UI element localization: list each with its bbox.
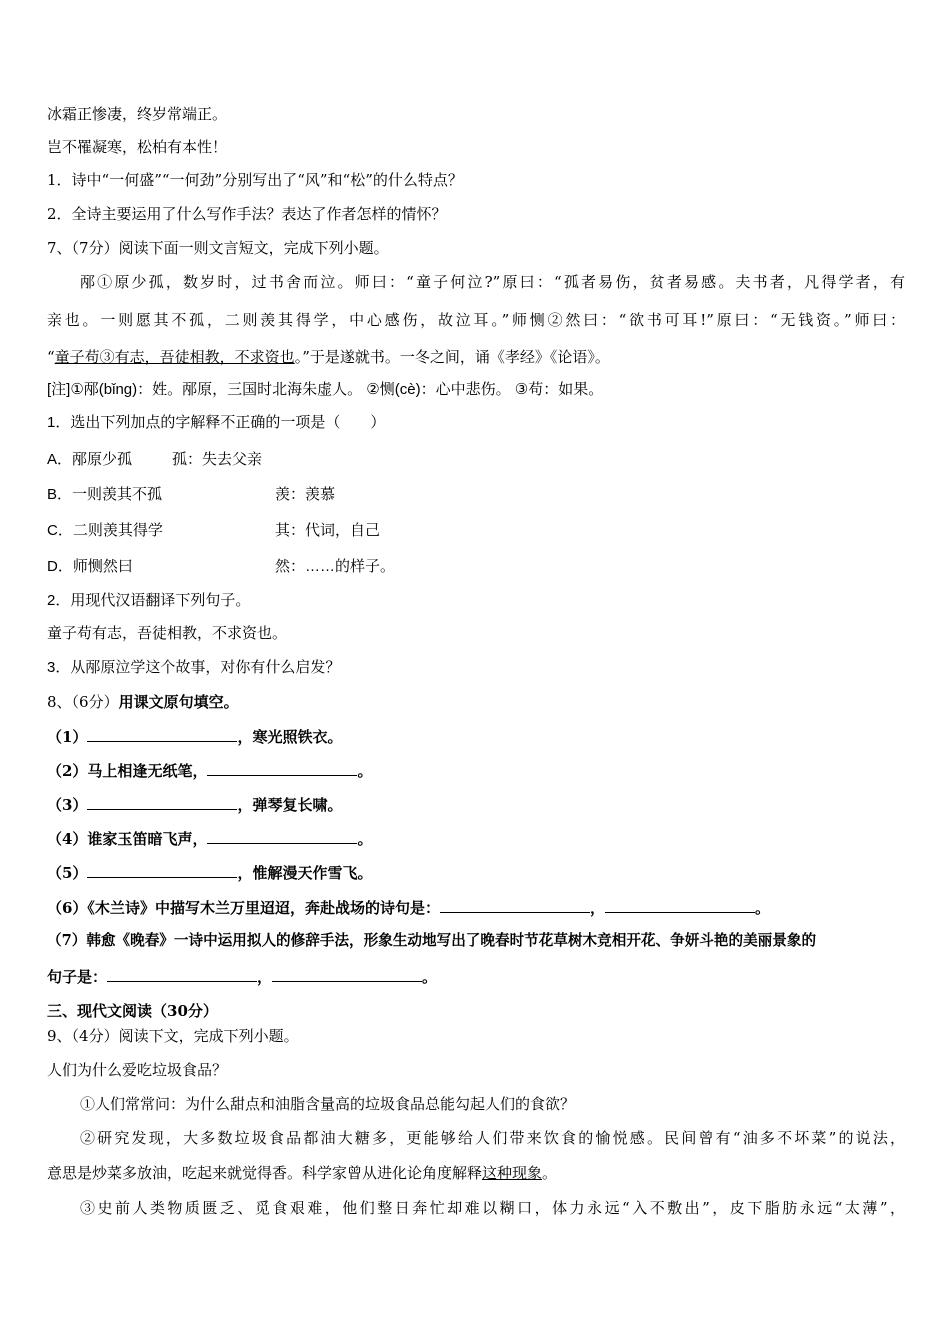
fill-item-suffix: 。: [422, 968, 438, 986]
article-paragraph: [47, 1163, 905, 1183]
fill-item: [47, 863, 905, 883]
question-text: 1．选出下列加点的字解释不正确的一项是（ ）: [47, 414, 386, 431]
option-d: [47, 555, 905, 575]
question-number: 8、（6分）: [47, 693, 119, 711]
option-label: D．师恻然曰: [47, 558, 133, 575]
fill-item: [47, 795, 905, 815]
fill-item-prefix: （1）: [47, 728, 88, 746]
option-b: [47, 483, 905, 503]
translate-sentence: 童子苟有志，吾徒相教，不求资也。: [47, 625, 288, 642]
option-label: C．二则羡其得学: [47, 522, 163, 539]
article-paragraph: ③史前人类物质匮乏、觅食艰难，他们整日奔忙却难以糊口，体力永远“入不敷出”，皮下脂肪永远“太薄”，: [80, 1199, 905, 1217]
fill-item-suffix: 。: [357, 762, 373, 780]
passage-line: [47, 347, 905, 367]
option-explanation: 羡：羡慕: [275, 486, 336, 503]
fill-item-suffix: 。: [754, 899, 770, 917]
question-header: 7、（7分）阅读下面一则文言短文，完成下列小题。: [47, 239, 389, 257]
option-explanation: 孤：失去父亲: [172, 451, 263, 468]
answer-blank[interactable]: [107, 967, 257, 982]
question-text: 3．从邴原泣学这个故事，对你有什么启发？: [47, 659, 341, 676]
fill-item-prefix: （3）: [47, 796, 88, 814]
article-paragraph: ①人们常常问：为什么甜点和油脂含量高的垃圾食品总能勾起人们的食欲？: [80, 1095, 576, 1113]
underlined-sentence: 童子苟③有志，吾徒相教，不求资也: [54, 348, 295, 366]
passage-line: 亲也。一则愿其不孤，二则羡其得学，中心感伤，故泣耳。”师恻②然曰：“欲书可耳!”原曰：“无钱资。”师曰：: [47, 311, 905, 329]
option-label: A．邴原少孤: [47, 451, 133, 468]
answer-blank[interactable]: [87, 863, 237, 878]
separator: ，: [589, 899, 605, 917]
fill-item-text: ，惟解漫天作雪飞。: [237, 864, 373, 882]
fill-item-text: （2）马上相逢无纸笔，: [47, 762, 208, 780]
section-title: 三、现代文阅读（30分）: [47, 1002, 218, 1020]
article-paragraph: ②研究发现，大多数垃圾食品都油大糖多，更能够给人们带来饮食的愉悦感。民间曾有“油多不坏菜”的说法，: [80, 1129, 905, 1147]
passage-line: 邴①原少孤，数岁时，过书舍而泣。师曰：“童子何泣?”原曰：“孤者易伤，贫者易感。夫书者，凡得学者，有: [80, 273, 905, 291]
fill-item-text: 句子是：: [47, 968, 108, 986]
option-a: [47, 448, 905, 468]
poem-line: 冰霜正惨凄，终岁常端正。: [47, 105, 228, 123]
annotation-note: [注]①邴(bǐng)：姓。邴原，三国时北海朱虚人。 ②恻(cè)：心中悲伤。 ③苟：如果。: [47, 381, 604, 398]
poem-line: 岂不罹凝寒，松柏有本性！: [47, 138, 228, 156]
question-header: 9、（4分）阅读下文，完成下列小题。: [47, 1027, 299, 1045]
underlined-phrase: 这种现象: [482, 1164, 543, 1182]
option-c: [47, 519, 905, 539]
separator: ，: [257, 968, 273, 986]
option-explanation: 然：……的样子。: [275, 558, 396, 575]
answer-blank[interactable]: [207, 829, 357, 844]
question-text: 2．全诗主要运用了什么写作手法？表达了作者怎样的情怀？: [47, 205, 447, 223]
answer-blank[interactable]: [87, 795, 237, 810]
paragraph-text: 意思是炒菜多放油，吃起来就觉得香。科学家曾从进化论角度解释: [47, 1164, 483, 1182]
fill-item: [47, 967, 905, 987]
answer-blank[interactable]: [87, 727, 237, 742]
answer-blank[interactable]: [272, 967, 422, 982]
question-header: [47, 692, 905, 712]
passage-text: 。”于是遂就书。一冬之间，诵《孝经》《论语》。: [294, 348, 610, 366]
fill-item-text: （4）谁家玉笛暗飞声，: [47, 830, 208, 848]
question-title: 用课文原句填空。: [118, 693, 239, 711]
fill-item: （7）韩愈《晚春》一诗中运用拟人的修辞手法，形象生动地写出了晚春时节花草树木竞相开花、争妍斗艳的美丽景象的: [47, 932, 817, 949]
question-text: 2．用现代汉语翻译下列句子。: [47, 592, 251, 609]
quote-mark: “: [47, 348, 55, 366]
option-label: B．一则羡其不孤: [47, 486, 163, 503]
fill-item: [47, 727, 905, 747]
fill-item-text: ，弹琴复长啸。: [237, 796, 343, 814]
answer-blank[interactable]: [207, 761, 357, 776]
fill-item: [47, 761, 905, 781]
fill-item-prefix: （5）: [47, 864, 88, 882]
paragraph-text: 。: [542, 1164, 558, 1182]
fill-item-suffix: 。: [357, 830, 373, 848]
article-title: 人们为什么爱吃垃圾食品？: [47, 1061, 228, 1079]
answer-blank[interactable]: [605, 898, 755, 913]
fill-item: [47, 898, 905, 918]
option-explanation: 其：代词，自己: [275, 522, 381, 539]
fill-item: [47, 829, 905, 849]
question-text: 1．诗中“一何盛”“一何劲”分别写出了“风”和“松”的什么特点？: [47, 171, 463, 189]
answer-blank[interactable]: [440, 898, 590, 913]
fill-item-text: （6）《木兰诗》中描写木兰万里迢迢，奔赴战场的诗句是：: [47, 899, 440, 917]
fill-item-text: ，寒光照铁衣。: [237, 728, 343, 746]
